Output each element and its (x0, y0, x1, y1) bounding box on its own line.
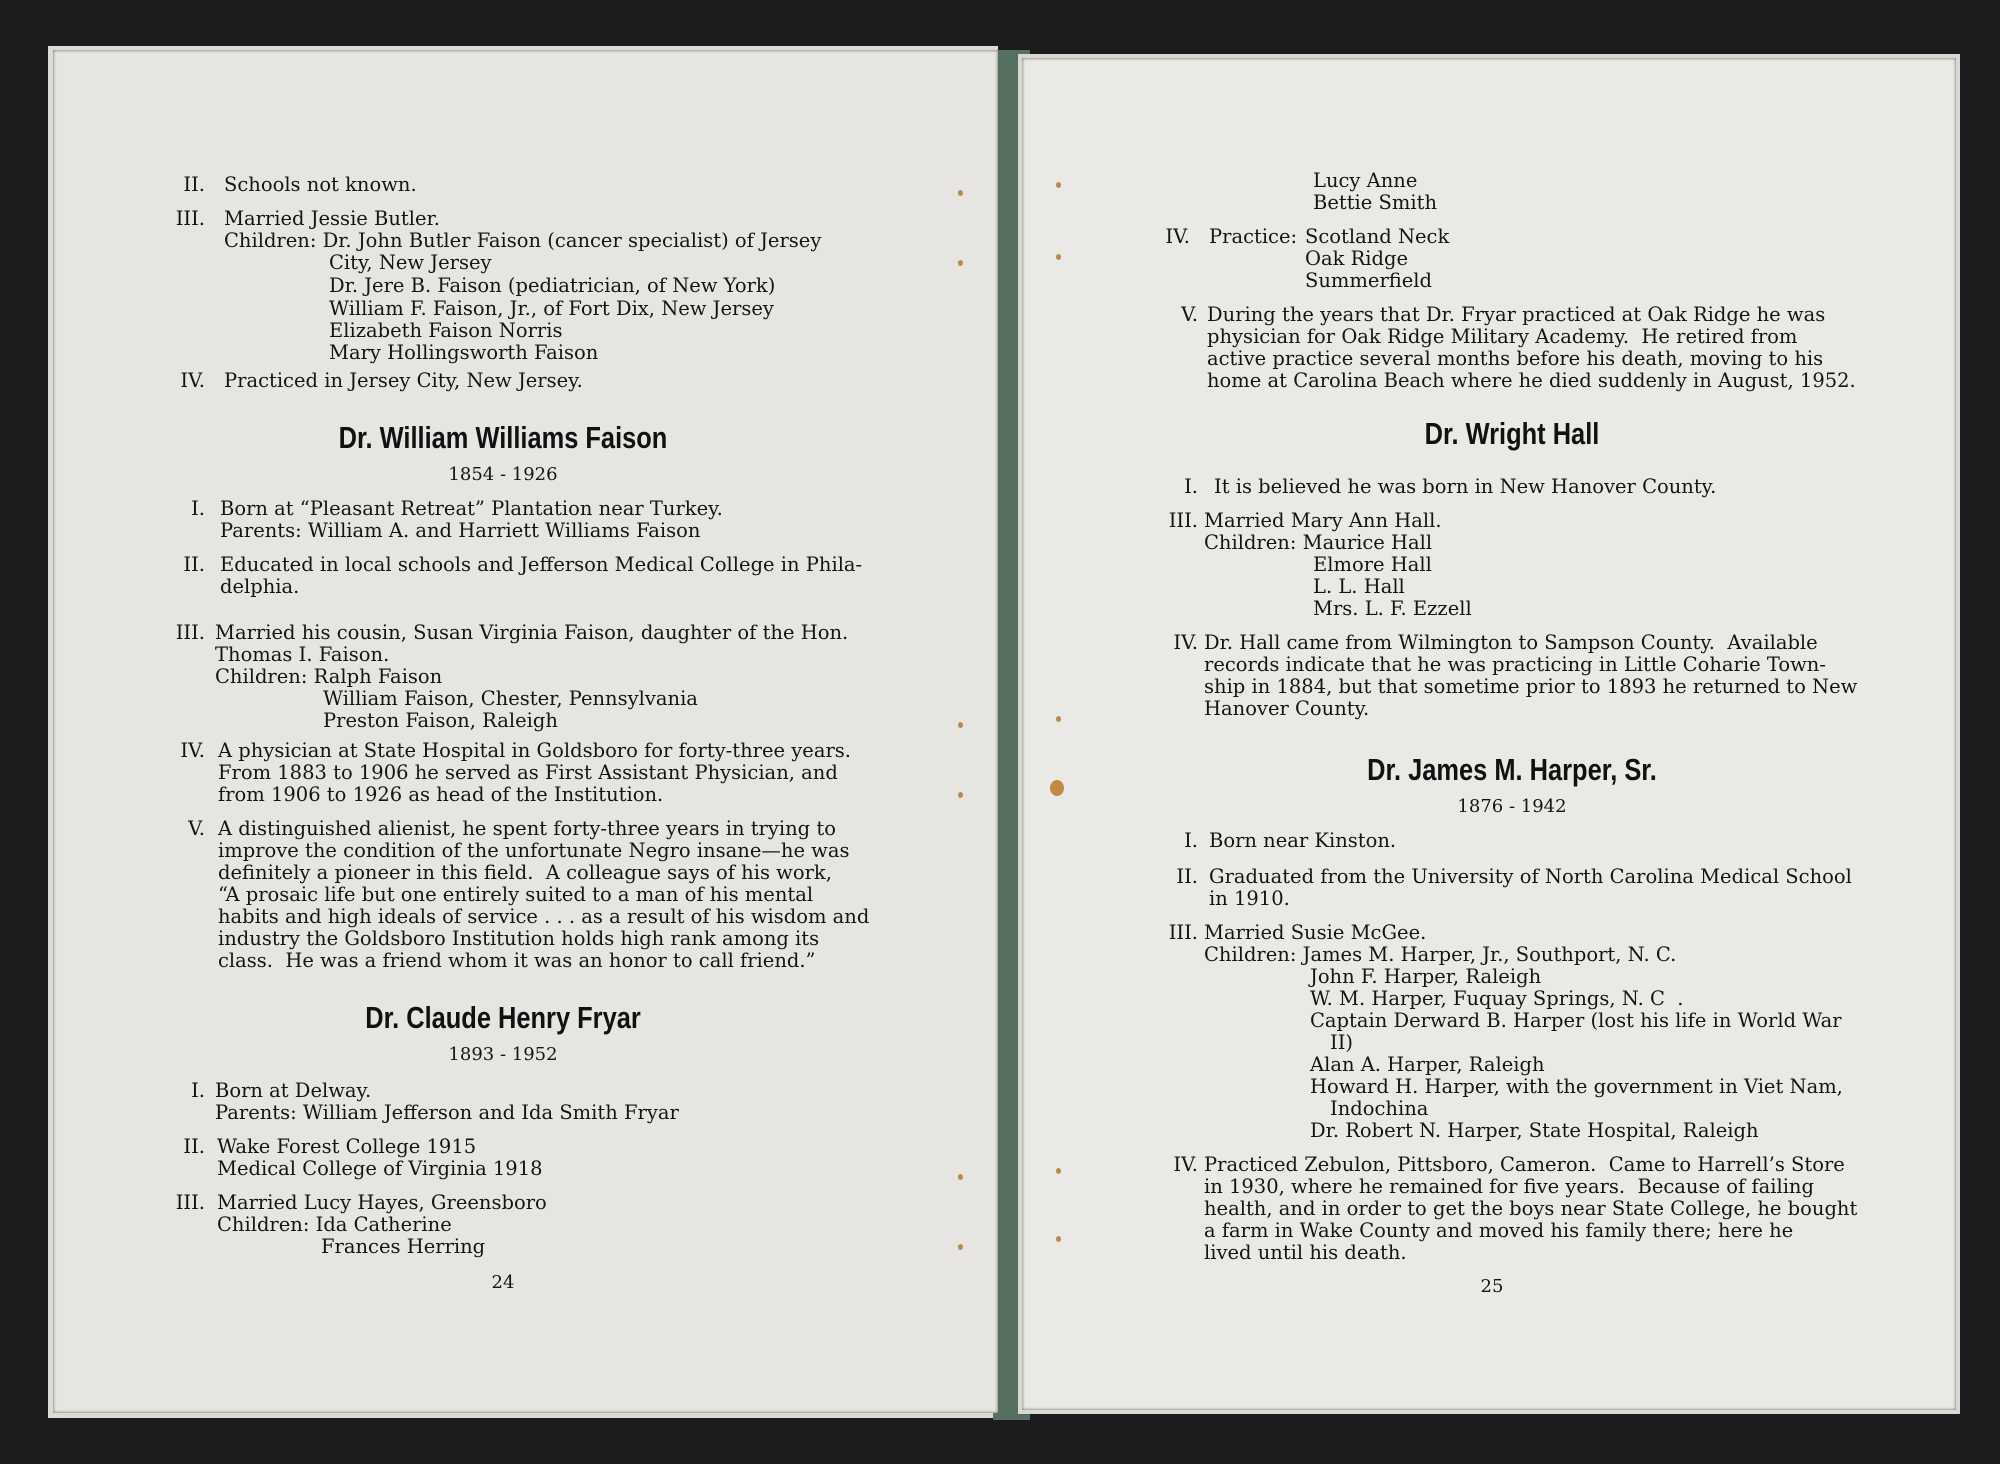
practice-place: Scotland Neck (1305, 225, 1450, 248)
item-line: Alan A. Harper, Raleigh (1310, 1053, 1545, 1076)
item-line: Married Lucy Hayes, Greensboro (217, 1191, 547, 1214)
item-line: Married Susie McGee. (1204, 921, 1427, 944)
right-page (1022, 58, 1956, 1410)
item-line: Children: Maurice Hall (1204, 531, 1433, 554)
item-number: II. (183, 1135, 205, 1158)
item-line: Mrs. L. F. Ezzell (1313, 597, 1472, 620)
item-line: Children: James M. Harper, Jr., Southport, N. C. (1204, 943, 1677, 966)
item-number: I. (191, 497, 205, 520)
binding-hole (958, 722, 963, 728)
item-line: Indochina (1330, 1097, 1429, 1120)
item-line: Children: Ida Catherine (217, 1213, 452, 1236)
item-line: lived until his death. (1204, 1241, 1407, 1264)
binding-hole (958, 260, 963, 266)
item-line: William F. Faison, Jr., of Fort Dix, New Jersey (329, 297, 774, 320)
item-line: improve the condition of the unfortunate Negro insane—he was (218, 839, 850, 862)
item-line: Medical College of Virginia 1918 (217, 1157, 543, 1180)
section-heading: Dr. William Williams Faison (338, 420, 668, 455)
item-line: Educated in local schools and Jefferson Medical College in Phila- (220, 553, 863, 576)
item-line: Captain Derward B. Harper (lost his life in World War (1310, 1009, 1842, 1032)
item-line: It is believed he was born in New Hanover County. (1214, 475, 1717, 498)
section-heading: Dr. Wright Hall (1424, 416, 1600, 451)
item-number: II. (183, 173, 205, 196)
item-line: Parents: William Jefferson and Ida Smith Fryar (215, 1101, 679, 1124)
item-line: A physician at State Hospital in Goldsboro for forty-three years. (218, 739, 851, 762)
item-line: L. L. Hall (1313, 575, 1405, 598)
item-line: Mary Hollingsworth Faison (329, 341, 599, 364)
item-line: Dr. Jere B. Faison (pediatrician, of New York) (329, 274, 776, 297)
item-line: Dr. Robert N. Harper, State Hospital, Raleigh (1310, 1119, 1759, 1142)
item-line: A distinguished alienist, he spent forty-three years in trying to (218, 817, 836, 840)
item-line: Married Mary Ann Hall. (1204, 509, 1442, 532)
item-number: III. (175, 1191, 205, 1214)
item-line: John F. Harper, Raleigh (1310, 965, 1542, 988)
item-number: IV. (1173, 631, 1198, 654)
item-line: delphia. (220, 575, 300, 598)
item-line: Lucy Anne (1313, 169, 1418, 192)
item-number: I. (1184, 829, 1198, 852)
item-line: definitely a pioneer in this field. A colleague says of his work, (218, 861, 832, 884)
item-number: II. (1176, 865, 1198, 888)
item-line: Thomas I. Faison. (215, 643, 390, 666)
page-number: 24 (491, 1272, 515, 1293)
item-number: IV. (1165, 225, 1190, 248)
item-number: III. (1168, 921, 1198, 944)
item-line: From 1883 to 1906 he served as First Assistant Physician, and (218, 761, 838, 784)
item-line: records indicate that he was practicing in Little Coharie Town- (1204, 653, 1826, 676)
item-line: Dr. Hall came from Wilmington to Sampson County. Available (1204, 631, 1818, 654)
item-line: industry the Goldsboro Institution holds high rank among its (218, 927, 820, 950)
item-line: Graduated from the University of North Carolina Medical School (1209, 865, 1852, 888)
item-number: III. (175, 207, 205, 230)
item-line: Hanover County. (1204, 697, 1370, 720)
binding-hole (1050, 780, 1064, 796)
item-line: “A prosaic life but one entirely suited to a man of his mental (218, 883, 814, 906)
left-page (53, 50, 998, 1413)
binding-hole (1056, 1168, 1061, 1174)
item-line: Howard H. Harper, with the government in Viet Nam, (1310, 1075, 1843, 1098)
item-line: physician for Oak Ridge Military Academy. He retired from (1207, 325, 1798, 348)
item-number: III. (1168, 509, 1198, 532)
item-line: City, New Jersey (329, 251, 492, 274)
item-line: in 1930, where he remained for five years. Because of failing (1204, 1175, 1814, 1198)
section-dates: 1893 - 1952 (448, 1044, 558, 1065)
item-number: II. (183, 553, 205, 576)
item-line: Elmore Hall (1313, 553, 1432, 576)
binding-hole (958, 190, 963, 196)
item-line: Practiced Zebulon, Pittsboro, Cameron. Came to Harrell’s Store (1204, 1153, 1845, 1176)
item-line: in 1910. (1209, 887, 1290, 910)
item-line: Preston Faison, Raleigh (323, 709, 558, 732)
item-line: Born at Delway. (215, 1079, 372, 1102)
item-line: Children: Dr. John Butler Faison (cancer specialist) of Jersey (224, 229, 822, 252)
item-line: habits and high ideals of service . . . as a result of his wisdom and (218, 905, 870, 928)
binding-hole (1056, 716, 1061, 722)
item-number: I. (1184, 475, 1198, 498)
item-number: IV. (180, 739, 205, 762)
binding-hole (958, 792, 963, 798)
item-line: II) (1330, 1031, 1354, 1054)
item-line: Born at “Pleasant Retreat” Plantation near Turkey. (220, 497, 723, 520)
item-line: class. He was a friend whom it was an honor to call friend.” (218, 949, 816, 972)
item-line: Married his cousin, Susan Virginia Faison, daughter of the Hon. (215, 621, 849, 644)
binding-hole (958, 1174, 963, 1180)
section-dates: 1876 - 1942 (1457, 796, 1567, 817)
item-number: IV. (180, 369, 205, 392)
page-number: 25 (1480, 1276, 1504, 1297)
item-line: Parents: William A. and Harriett Williams Faison (220, 519, 701, 542)
item-number: III. (175, 621, 205, 644)
item-line: Schools not known. (224, 173, 417, 196)
item-line: Bettie Smith (1313, 191, 1437, 214)
practice-label: Practice: (1209, 225, 1298, 248)
item-line: home at Carolina Beach where he died suddenly in August, 1952. (1207, 369, 1856, 392)
item-line: Frances Herring (321, 1235, 486, 1258)
item-line: a farm in Wake County and moved his family there; here he (1204, 1219, 1794, 1242)
item-line: W. M. Harper, Fuquay Springs, N. C . (1310, 987, 1684, 1010)
item-number: V. (1181, 303, 1198, 326)
binding-hole (1056, 182, 1061, 188)
item-number: IV. (1173, 1153, 1198, 1176)
binding-hole (1056, 254, 1061, 260)
section-heading: Dr. James M. Harper, Sr. (1367, 752, 1657, 787)
practice-place: Oak Ridge (1305, 247, 1409, 270)
item-line: Children: Ralph Faison (215, 665, 443, 688)
item-line: Practiced in Jersey City, New Jersey. (224, 369, 583, 392)
item-line: William Faison, Chester, Pennsylvania (323, 687, 698, 710)
item-line: Wake Forest College 1915 (217, 1135, 477, 1158)
item-line: Elizabeth Faison Norris (329, 319, 563, 342)
item-number: I. (191, 1079, 205, 1102)
item-number: V. (188, 817, 205, 840)
item-line: Born near Kinston. (1209, 829, 1397, 852)
section-heading: Dr. Claude Henry Fryar (365, 1000, 641, 1035)
item-line: active practice several months before his death, moving to his (1207, 347, 1824, 370)
practice-place: Summerfield (1305, 269, 1433, 292)
section-dates: 1854 - 1926 (448, 464, 558, 485)
binding-hole (1056, 1236, 1061, 1242)
item-line: Married Jessie Butler. (224, 207, 440, 230)
item-line: During the years that Dr. Fryar practiced at Oak Ridge he was (1207, 303, 1826, 326)
item-line: from 1906 to 1926 as head of the Institution. (218, 783, 664, 806)
item-line: health, and in order to get the boys near State College, he bought (1204, 1197, 1858, 1220)
binding-hole (958, 1244, 963, 1250)
item-line: ship in 1884, but that sometime prior to 1893 he returned to New (1204, 675, 1858, 698)
